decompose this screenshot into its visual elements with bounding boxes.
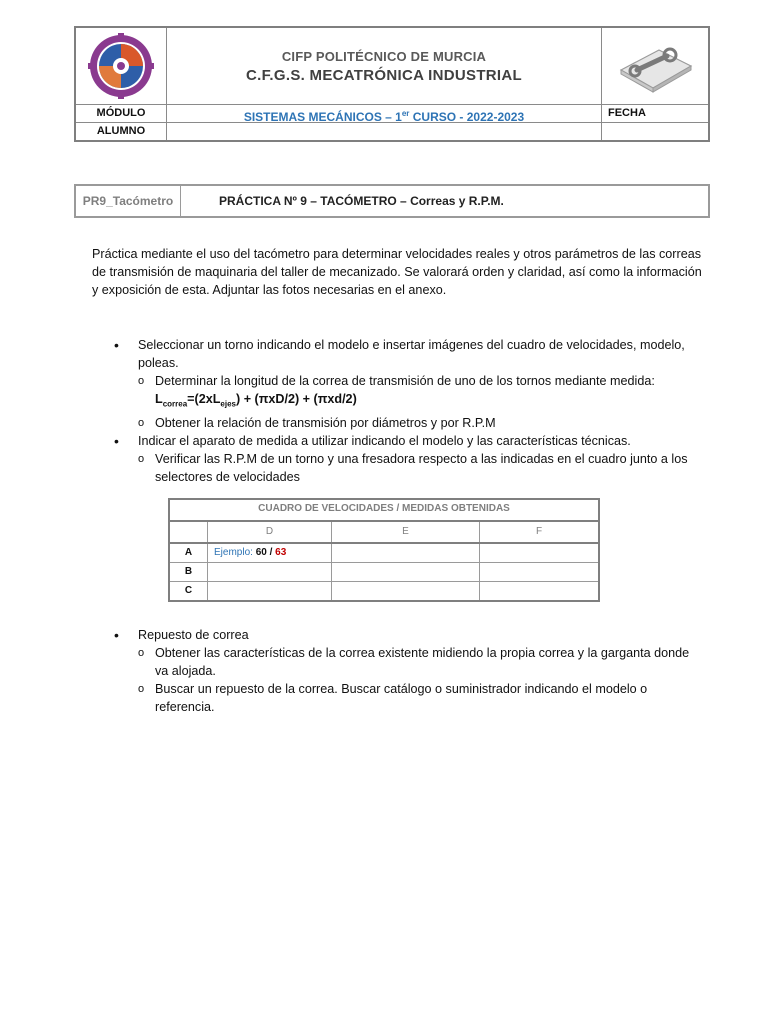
alumno-label: ALUMNO	[76, 123, 167, 140]
task-list-2	[92, 626, 702, 716]
alumno-field[interactable]	[167, 123, 602, 140]
modulo-value: SISTEMAS MECÁNICOS – 1er CURSO - 2022-2023	[167, 105, 602, 122]
program-name: C.F.G.S. MECATRÓNICA INDUSTRIAL	[246, 66, 522, 84]
speed-table	[168, 498, 600, 602]
practice-bar	[74, 184, 710, 218]
document-header	[74, 26, 710, 142]
table-cell[interactable]	[480, 563, 598, 581]
table-cell[interactable]	[332, 563, 480, 581]
row-header: C	[170, 582, 208, 600]
institution-name: CIFP POLITÉCNICO DE MURCIA	[281, 48, 487, 64]
table-cell[interactable]	[480, 544, 598, 562]
fecha-label: FECHA	[608, 107, 646, 119]
list-item: • Repuesto de correa o Obtener las características de la correa existente midiendo la propia correa y la garganta donde va alojada. o Buscar un repuesto de la correa. Buscar catálogo o suministrador indicando el modelo o referencia.	[92, 626, 702, 716]
practice-code: PR9_Tacómetro	[76, 186, 181, 216]
sub-list-item: o Buscar un repuesto de la correa. Buscar catálogo o suministrador indicando el modelo o referencia.	[138, 680, 702, 716]
table-row	[170, 582, 598, 600]
sub-list-item: o Obtener las características de la correa existente midiendo la propia correa y la garganta donde va alojada.	[138, 644, 702, 680]
modulo-label: MÓDULO	[76, 105, 167, 122]
row-header: B	[170, 563, 208, 581]
practice-title: PRÁCTICA Nº 9 – TACÓMETRO – Correas y R.P.M.	[219, 194, 504, 208]
belt-length-formula: $L_{correa}=(2xL_{ejes}) + (\pi xD/2) + (\pi xd/2)$	[155, 392, 357, 409]
table-cell[interactable]	[332, 582, 480, 600]
table-cell[interactable]	[480, 582, 598, 600]
list-item: • Indicar el aparato de medida a utilizar indicando el modelo y las características técnicas. o Verificar las R.P.M de un torno y una fresadora respecto a las indicadas en el cuadro junto a los selectores de velocidades	[92, 432, 702, 486]
wrench-illustration	[602, 28, 708, 104]
table-cell[interactable]	[208, 582, 332, 600]
table-cell[interactable]: Ejemplo: 60 / 63	[208, 544, 332, 562]
column-header: F	[535, 526, 543, 537]
gear-logo-icon	[88, 33, 154, 99]
table-cell[interactable]	[208, 563, 332, 581]
list-item: • Seleccionar un torno indicando el modelo e insertar imágenes del cuadro de velocidades, modelo, poleas. o Determinar la longitud de la correa de transmisión de uno de los tornos mediante medida: $L_{correa}=(2xL_{ejes}) + (\pi xD/2) + (\pi xd/2)$ o Obtener la relación de transmisión por diámetros y por R.P.M	[92, 336, 702, 432]
fecha-field[interactable]	[602, 123, 708, 140]
task-list-1	[92, 336, 702, 486]
table-row	[170, 544, 598, 563]
sub-list-item: o Verificar las R.P.M de un torno y una fresadora respecto a las indicadas en el cuadro junto a los selectores de velocidades	[138, 450, 702, 486]
sub-list-item: o Determinar la longitud de la correa de transmisión de uno de los tornos mediante medida: $L_{correa}=(2xL_{ejes}) + (\pi xD/2) + (\pi xd/2)$	[138, 372, 702, 414]
table-row	[170, 563, 598, 582]
column-header: E	[332, 522, 480, 542]
school-logo	[76, 28, 167, 104]
sub-list-item: o Obtener la relación de transmisión por diámetros y por R.P.M	[138, 414, 702, 432]
table-cell[interactable]	[332, 544, 480, 562]
speed-table-title: CUADRO DE VELOCIDADES / MEDIDAS OBTENIDAS	[170, 500, 598, 522]
wrench-icon	[615, 36, 695, 96]
row-header: A	[170, 544, 208, 562]
table-header-row	[170, 522, 598, 544]
column-header: D	[208, 522, 332, 542]
intro-paragraph: Práctica mediante el uso del tacómetro para determinar velocidades reales y otros parámetros de las correas de transmisión de maquinaria del taller de mecanizado. Se valorará orden y claridad, así como la información y exposición de esta. Adjuntar las fotos necesarias en el anexo.	[92, 247, 702, 297]
